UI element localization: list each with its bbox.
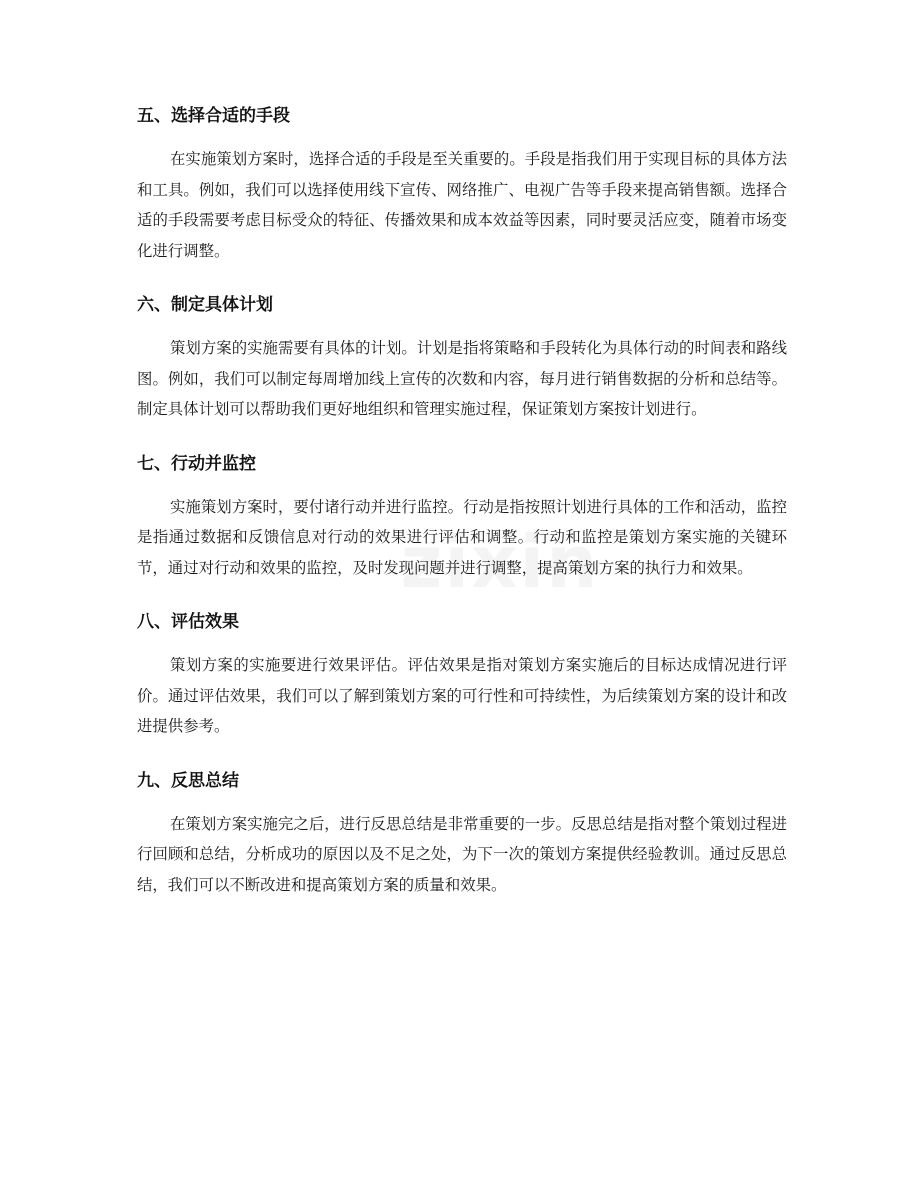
section-7 [137, 452, 787, 584]
section-title: 五、选择合适的手段 [137, 106, 290, 126]
section-paragraph: 策划方案的实施要进行效果评估。评估效果是指对策划方案实施后的目标达成情况进行评价。通过评估效果，我们可以了解到策划方案的可行性和可持续性，为后续策划方案的设计和改进提供参考。 [137, 656, 787, 735]
section-title: 六、制定具体计划 [137, 295, 273, 315]
section-6 [137, 293, 787, 425]
section-8 [137, 610, 787, 742]
section-title: 七、行动并监控 [137, 453, 256, 474]
section-9 [137, 769, 787, 901]
section-paragraph: 在实施策划方案时，选择合适的手段是至关重要的。手段是指我们用于实现目标的具体方法和工具。例如，我们可以选择使用线下宣传、网络推广、电视广告等手段来提高销售额。选择合适的手段需要考虑目标受众的特征、传播效果和成本效益等因素，同时要灵活应变，随着市场变化进行调整。 [137, 150, 787, 260]
section-paragraph: 在策划方案实施完之后，进行反思总结是非常重要的一步。反思总结是指对整个策划过程进行回顾和总结，分析成功的原因以及不足之处，为下一次的策划方案提供经验教训。通过反思总结，我们可以不断改进和提高策划方案的质量和效果。 [137, 814, 787, 894]
section-paragraph: 策划方案的实施需要有具体的计划。计划是指将策略和手段转化为具体行动的时间表和路线图。例如，我们可以制定每周增加线上宣传的次数和内容，每月进行销售数据的分析和总结等。制定具体计划可以帮助我们更好地组织和管理实施过程，保证策划方案按计划进行。 [137, 339, 787, 418]
section-title: 八、评估效果 [137, 612, 239, 632]
section-5 [137, 104, 787, 266]
section-title: 九、反思总结 [137, 770, 239, 791]
document-content [137, 104, 787, 927]
section-paragraph: 实施策划方案时，要付诸行动并进行监控。行动是指按照计划进行具体的工作和活动，监控是指通过数据和反馈信息对行动的效果进行评估和调整。行动和监控是策划方案实施的关键环节，通过对行动和效果的监控，及时发现问题并进行调整，提高策划方案的执行力和效果。 [137, 497, 787, 577]
